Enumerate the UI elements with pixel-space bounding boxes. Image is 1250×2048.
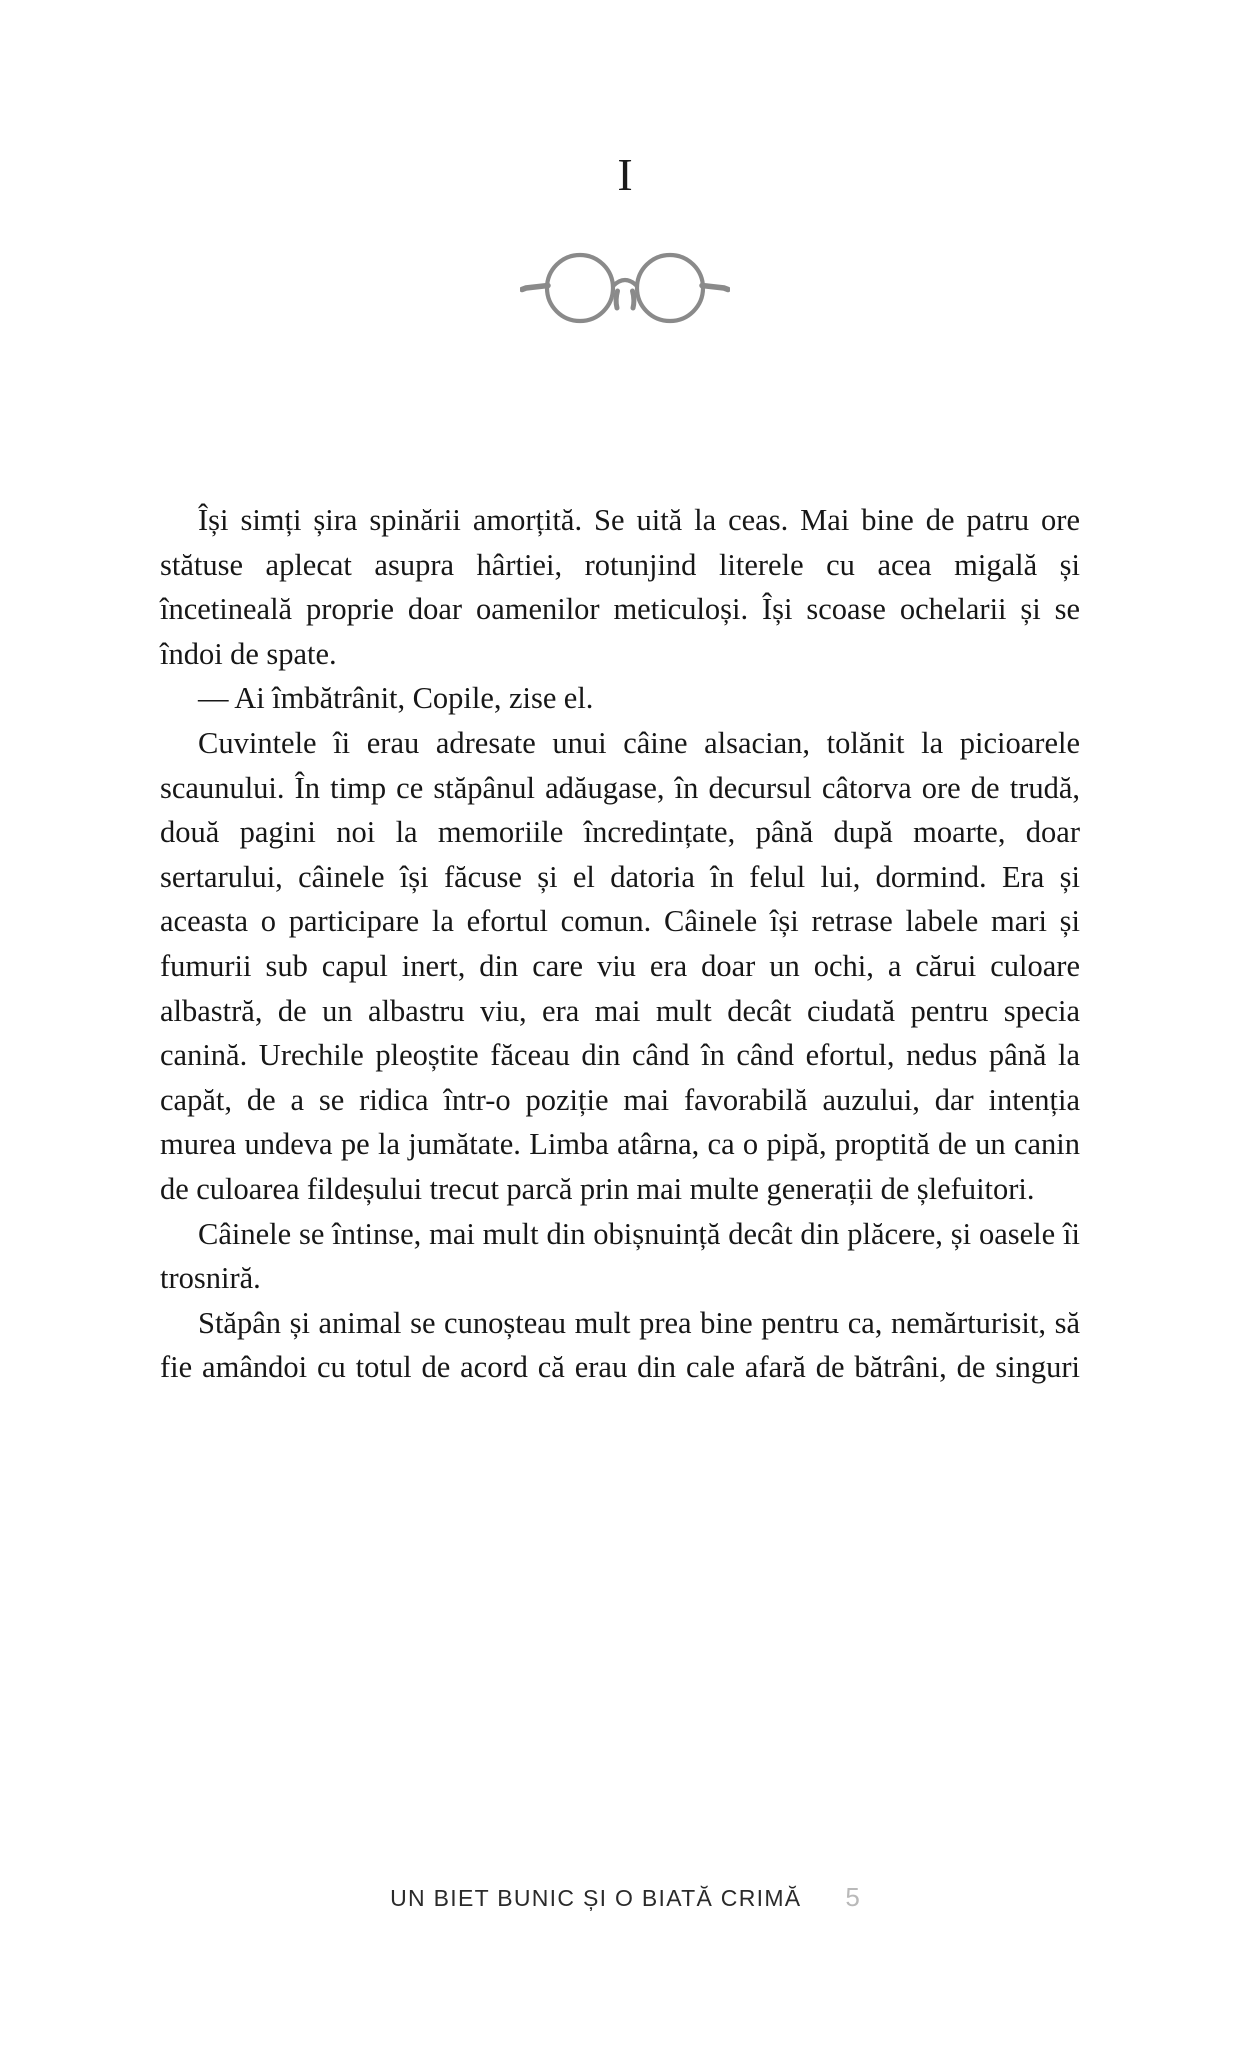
paragraph: Câinele se întinse, mai mult din obișnuință decât din plăcere, și oasele îi trosniră. xyxy=(160,1216,1080,1296)
paragraph: Cuvintele îi erau adresate unui câine alsacian, tolănit la picioarele scaunului. În timp ce stăpânul adăugase, în decursul câtorva ore de trudă, două pagini noi la memoriile încredințate, până după moarte, doar sertarului, câinele își făcuse și el datoria în felul lui, dormind. Era și aceasta o participare la efortul comun. Câinele își retrase labele mari și fumurii sub capul inert, din care viu era doar un ochi, a cărui culoare albastră, de un albastru viu, era mai mult decât ciudată pentru specia canină. Urechile pleoștite făceau din când în când efortul, nedus până la capăt, de a se ridica într-o poziție mai favorabilă auzului, dar intenția murea undeva pe la jumătate. Limba atârna, ca o pipă, proptită de un canin de culoarea fildeșului trecut parcă prin mai multe generații de șlefuitori. xyxy=(160,725,1080,1206)
eyeglasses-icon xyxy=(520,250,730,326)
body-text xyxy=(160,498,1080,1390)
chapter-header xyxy=(0,0,1250,348)
page-footer xyxy=(0,1882,1250,1913)
paragraph: — Ai îmbătrânit, Copile, zise el. xyxy=(198,681,594,716)
chapter-number: I xyxy=(617,149,633,200)
paragraph: Stăpân și animal se cunoșteau mult prea bine pentru ca, nemărturisit, să fie amândoi cu totul de acord că erau din cale afară de bătrâni, de singuri xyxy=(160,1305,1080,1385)
chapter-ornament xyxy=(0,228,1250,348)
running-title: UN BIET BUNIC ȘI O BIATĂ CRIMĂ xyxy=(390,1885,802,1911)
paragraph: Își simți șira spinării amorțită. Se uită la ceas. Mai bine de patru ore stătuse aplecat asupra hârtiei, rotunjind literele cu acea migală și încetineală proprie doar oamenilor meticuloși. Își scoase ochelarii și se îndoi de spate. xyxy=(160,503,1080,671)
page-number: 5 xyxy=(845,1882,860,1912)
